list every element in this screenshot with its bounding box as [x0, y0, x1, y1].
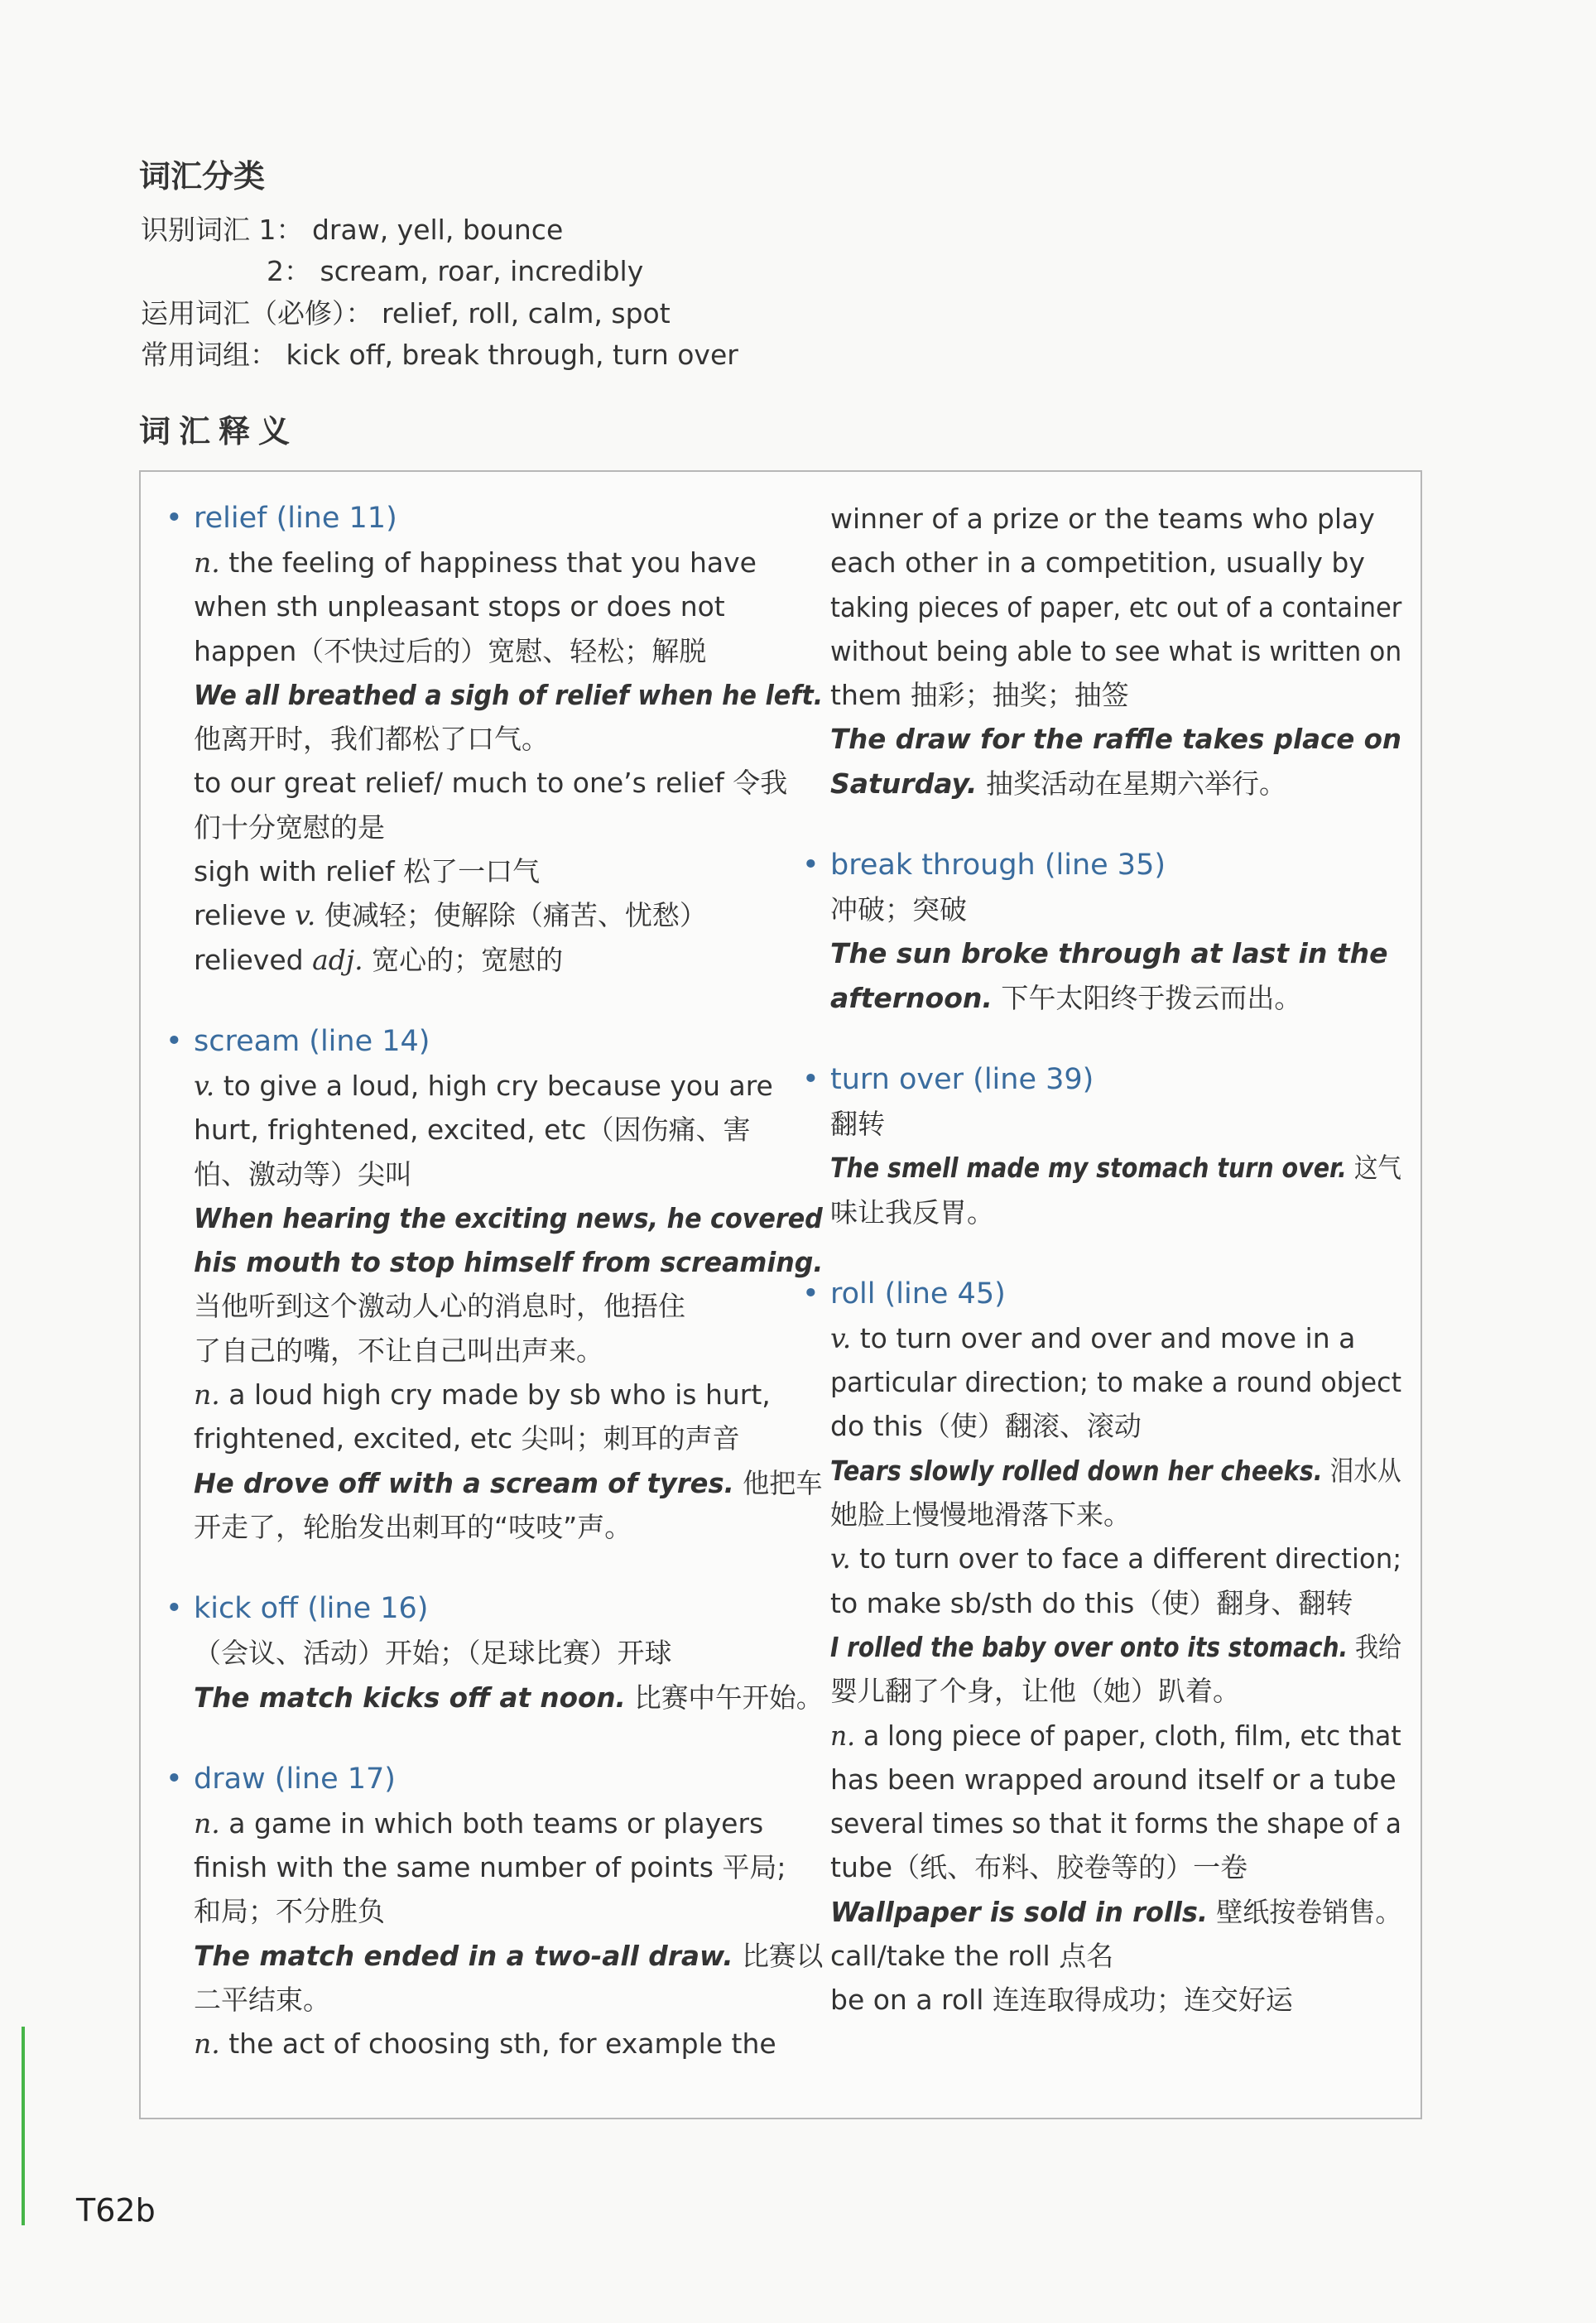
example-translation: 我给	[1348, 1630, 1401, 1663]
accent-bar	[22, 2027, 25, 2225]
part-of-speech: v.	[830, 1542, 851, 1575]
example-sentence: his mouth to stop himself from screaming.	[194, 1246, 824, 1279]
bullet-icon: •	[166, 1024, 183, 1058]
headword	[166, 1758, 823, 1801]
vocab-entry	[802, 844, 1401, 1020]
definition-text: taking pieces of paper, etc out of a container	[830, 590, 1402, 623]
definition-text: tube（纸、布料、胶卷等的）一卷	[830, 1851, 1248, 1884]
definition-text: 翻转	[830, 1107, 885, 1140]
example-translation: 他把车	[733, 1466, 823, 1499]
definition-line	[194, 938, 823, 982]
definition-line	[830, 1669, 1401, 1713]
part-of-speech: n.	[194, 1378, 220, 1412]
classification-line: 2： scream, roar, incredibly	[267, 255, 644, 287]
vocab-entry	[802, 1272, 1402, 2022]
bullet-icon: •	[802, 1062, 820, 1096]
definition-line	[830, 1581, 1401, 1625]
definition-text: 开走了，轮胎发出刺耳的“吱吱”声。	[194, 1510, 632, 1543]
definition-line	[830, 1146, 1401, 1190]
definition-line	[194, 1108, 823, 1152]
definition-line	[830, 1360, 1401, 1404]
definition-text: 味让我反胃。	[830, 1195, 994, 1229]
definition-line	[830, 931, 1401, 975]
definition-line	[830, 717, 1402, 761]
definition-text: them 抽彩；抽奖；抽签	[830, 679, 1129, 712]
example-sentence: He drove off with a scream of tyres.	[194, 1466, 734, 1499]
part-of-speech: n.	[194, 546, 220, 579]
headword	[802, 1058, 1401, 1102]
definition-line	[830, 1978, 1401, 2022]
definition-line	[194, 1329, 823, 1373]
headword-text: turn over (line 39)	[830, 1062, 1094, 1096]
headword	[166, 1587, 823, 1631]
left-column	[166, 497, 824, 2066]
definition-line	[194, 1978, 823, 2022]
definition-text: each other in a competition, usually by	[830, 546, 1365, 580]
definition-line	[830, 585, 1402, 629]
definition-line	[194, 629, 823, 673]
definition-text: the act of choosing sth, for example the	[219, 2027, 776, 2061]
definition-line	[194, 1801, 823, 1845]
definition-text: a loud high cry made by sb who is hurt,	[219, 1378, 771, 1412]
definition-text: a game in which both teams or players	[219, 1806, 764, 1840]
definition-text: （会议、活动）开始；（足球比赛）开球	[194, 1637, 672, 1670]
definition-text: 她脸上慢慢地滑落下来。	[830, 1498, 1131, 1532]
definition-text: 当他听到这个激动人心的消息时，他捂住	[194, 1290, 685, 1323]
headword-text: relief (line 11)	[194, 502, 397, 535]
definition-line	[194, 673, 824, 717]
definition-text: hurt, frightened, excited, etc（因伤痛、害	[194, 1113, 751, 1147]
example-sentence: The match kicks off at noon.	[194, 1681, 626, 1714]
vocab-entry	[166, 1020, 824, 1549]
definition-line	[830, 673, 1401, 717]
definition-text: 他离开时，我们都松了口气。	[194, 723, 549, 756]
definition-text: 怕、激动等）尖叫	[194, 1157, 412, 1190]
part-of-speech: v.	[194, 1069, 215, 1102]
example-translation: 这气	[1346, 1152, 1401, 1185]
headword-text: kick off (line 16)	[194, 1592, 429, 1626]
definition-line	[830, 976, 1401, 1020]
part-of-speech: n.	[830, 1719, 856, 1752]
example-sentence: We all breathed a sigh of relief when he left.	[194, 678, 824, 711]
definition-line	[194, 806, 823, 849]
definition-line	[194, 1934, 824, 1978]
definition-line	[830, 1190, 1401, 1234]
definition-text: winner of a prize or the teams who play	[830, 503, 1375, 535]
definition-line	[194, 1152, 823, 1196]
headword	[802, 844, 1401, 887]
definition-text: do this（使）翻滚、滚动	[830, 1410, 1142, 1443]
definition-line	[830, 1801, 1401, 1845]
example-translation: 比赛以	[733, 1939, 824, 1972]
definition-text: finish with the same number of points 平局;	[194, 1851, 786, 1884]
definition-line	[830, 1758, 1401, 1801]
definition-line	[194, 1889, 823, 1933]
example-sentence: I rolled the baby over onto its stomach.	[830, 1630, 1348, 1663]
definition-text: happen（不快过后的）宽慰、轻松；解脱	[194, 634, 707, 667]
bullet-icon: •	[166, 502, 183, 535]
headword-text: roll (line 45)	[830, 1277, 1006, 1311]
definition-line	[194, 1196, 823, 1240]
definition-text: 和局；不分胜负	[194, 1895, 385, 1928]
definition-text: several times so that it forms the shape of a	[830, 1807, 1401, 1840]
definition-line	[830, 1537, 1402, 1580]
definition-text: 二平结束。	[194, 1984, 330, 2017]
bullet-icon: •	[166, 1592, 183, 1626]
part-of-speech: adj.	[312, 943, 363, 976]
bullet-icon: •	[166, 1762, 183, 1796]
definition-line	[830, 1404, 1401, 1448]
definition-line	[194, 1676, 824, 1719]
definition-line	[830, 541, 1401, 584]
definition-text: 们十分宽慰的是	[194, 810, 385, 844]
definition-text: a long piece of paper, cloth, film, etc that	[855, 1719, 1401, 1752]
definition-line	[194, 2022, 823, 2066]
example-sentence: Tears slowly rolled down her cheeks.	[830, 1454, 1323, 1487]
example-sentence: The draw for the raffle takes place on	[830, 723, 1402, 756]
part-of-speech: n.	[194, 1806, 220, 1840]
definition-text: be on a roll 连连取得成功；连交好运	[830, 1984, 1293, 2017]
example-translation: 比赛中午开始。	[625, 1681, 824, 1714]
definition-line	[830, 1493, 1401, 1537]
vocab-entry	[166, 1587, 824, 1719]
part-of-speech: v.	[830, 1321, 852, 1354]
definition-text: relieved	[194, 943, 313, 976]
definition-line	[830, 762, 1401, 806]
definition-line	[194, 1505, 823, 1549]
definition-text: to our great relief/ much to one’s relief 令我	[194, 767, 788, 800]
definition-text: to give a loud, high cry because you are	[214, 1069, 773, 1102]
example-translation: 下午太阳终于拨云而出。	[992, 981, 1302, 1014]
definition-line	[830, 497, 1401, 541]
example-sentence: When hearing the exciting news, he covered	[194, 1201, 823, 1234]
definition-line	[194, 1240, 824, 1284]
classification-line: 运用词汇（必修）： relief, roll, calm, spot	[141, 297, 671, 329]
example-translation: 壁纸按卷销售。	[1208, 1895, 1402, 1928]
definition-line	[194, 1461, 823, 1505]
bullet-icon: •	[802, 1277, 820, 1311]
headword	[802, 1272, 1401, 1316]
definition-line	[194, 1631, 823, 1675]
definition-text: to turn over and over and move in a	[851, 1321, 1356, 1354]
definition-text: 使减轻；使解除（痛苦、忧愁）	[315, 899, 707, 932]
headword-text: scream (line 14)	[194, 1024, 430, 1058]
definition-line	[830, 1625, 1401, 1669]
definition-text: frightened, excited, etc 尖叫；刺耳的声音	[194, 1422, 740, 1455]
definition-line	[194, 893, 823, 937]
definition-text: 婴儿翻了个身，让他（她）趴着。	[830, 1675, 1240, 1708]
definition-text: sigh with relief 松了一口气	[194, 855, 541, 888]
bullet-icon: •	[802, 849, 820, 883]
definition-text: the feeling of happiness that you have	[219, 546, 757, 579]
right-column	[802, 497, 1402, 2022]
definition-text: has been wrapped around itself or a tube	[830, 1763, 1396, 1796]
definition-text: 了自己的嘴，不让自己叫出声来。	[194, 1334, 603, 1367]
headword-text: draw (line 17)	[194, 1762, 396, 1796]
vocab-entry	[166, 1758, 824, 2066]
definition-text: particular direction; to make a round object	[830, 1366, 1401, 1399]
definition-line	[194, 849, 823, 893]
part-of-speech: v.	[295, 899, 316, 932]
definition-text: without being able to see what is written on	[830, 634, 1402, 667]
definition-line	[194, 1373, 823, 1416]
definition-line	[830, 1714, 1401, 1758]
definition-line	[194, 1416, 823, 1460]
example-sentence: afternoon.	[830, 981, 993, 1014]
headword	[166, 497, 823, 541]
example-sentence: Saturday.	[830, 767, 978, 800]
part-of-speech: n.	[194, 2027, 220, 2061]
definition-line	[194, 717, 823, 761]
definition-line	[830, 1316, 1401, 1360]
example-translation: 抽奖活动在星期六举行。	[977, 767, 1286, 800]
headword	[166, 1020, 823, 1064]
vocabulary-box	[139, 470, 1422, 2119]
definition-line	[194, 1284, 823, 1328]
vocab-entry	[802, 1058, 1401, 1234]
definition-text: when sth unpleasant stops or does not	[194, 590, 725, 623]
definition-line	[194, 1845, 823, 1889]
example-sentence: The match ended in a two-all draw.	[194, 1939, 733, 1972]
definition-line	[830, 1102, 1401, 1146]
definition-text: to turn over to face a different direction;	[850, 1542, 1402, 1575]
definition-text: 宽心的；宽慰的	[363, 943, 564, 976]
definition-line	[194, 541, 823, 584]
classification-title: 词汇分类	[139, 158, 266, 195]
definition-text: to make sb/sth do this（使）翻身、翻转	[830, 1586, 1353, 1619]
definition-line	[194, 584, 823, 628]
definition-text: relieve	[194, 899, 296, 932]
definition-line	[830, 629, 1402, 673]
classification-line: 识别词汇 1： draw, yell, bounce	[141, 214, 564, 246]
definition-text: 冲破；突破	[830, 893, 967, 926]
definition-line	[194, 1064, 823, 1108]
definition-line	[830, 1845, 1401, 1889]
headword-text: break through (line 35)	[830, 849, 1166, 883]
definition-text: call/take the roll 点名	[830, 1940, 1114, 1973]
classification-line: 常用词组： kick off, break through, turn over	[141, 339, 738, 371]
vocab-entry	[830, 497, 1401, 806]
definition-line	[830, 1890, 1402, 1934]
definition-line	[194, 761, 823, 805]
example-sentence: Wallpaper is sold in rolls.	[830, 1895, 1209, 1928]
example-sentence: The smell made my stomach turn over.	[830, 1152, 1347, 1185]
explanation-title: 词汇释义	[139, 413, 299, 450]
page-number: T62b	[76, 2192, 156, 2229]
definition-line	[830, 887, 1401, 931]
definition-line	[830, 1449, 1401, 1493]
vocab-entry	[166, 497, 824, 982]
definition-line	[830, 1934, 1401, 1978]
example-translation: 泪水从	[1322, 1454, 1401, 1487]
example-sentence: The sun broke through at last in the	[830, 937, 1388, 970]
